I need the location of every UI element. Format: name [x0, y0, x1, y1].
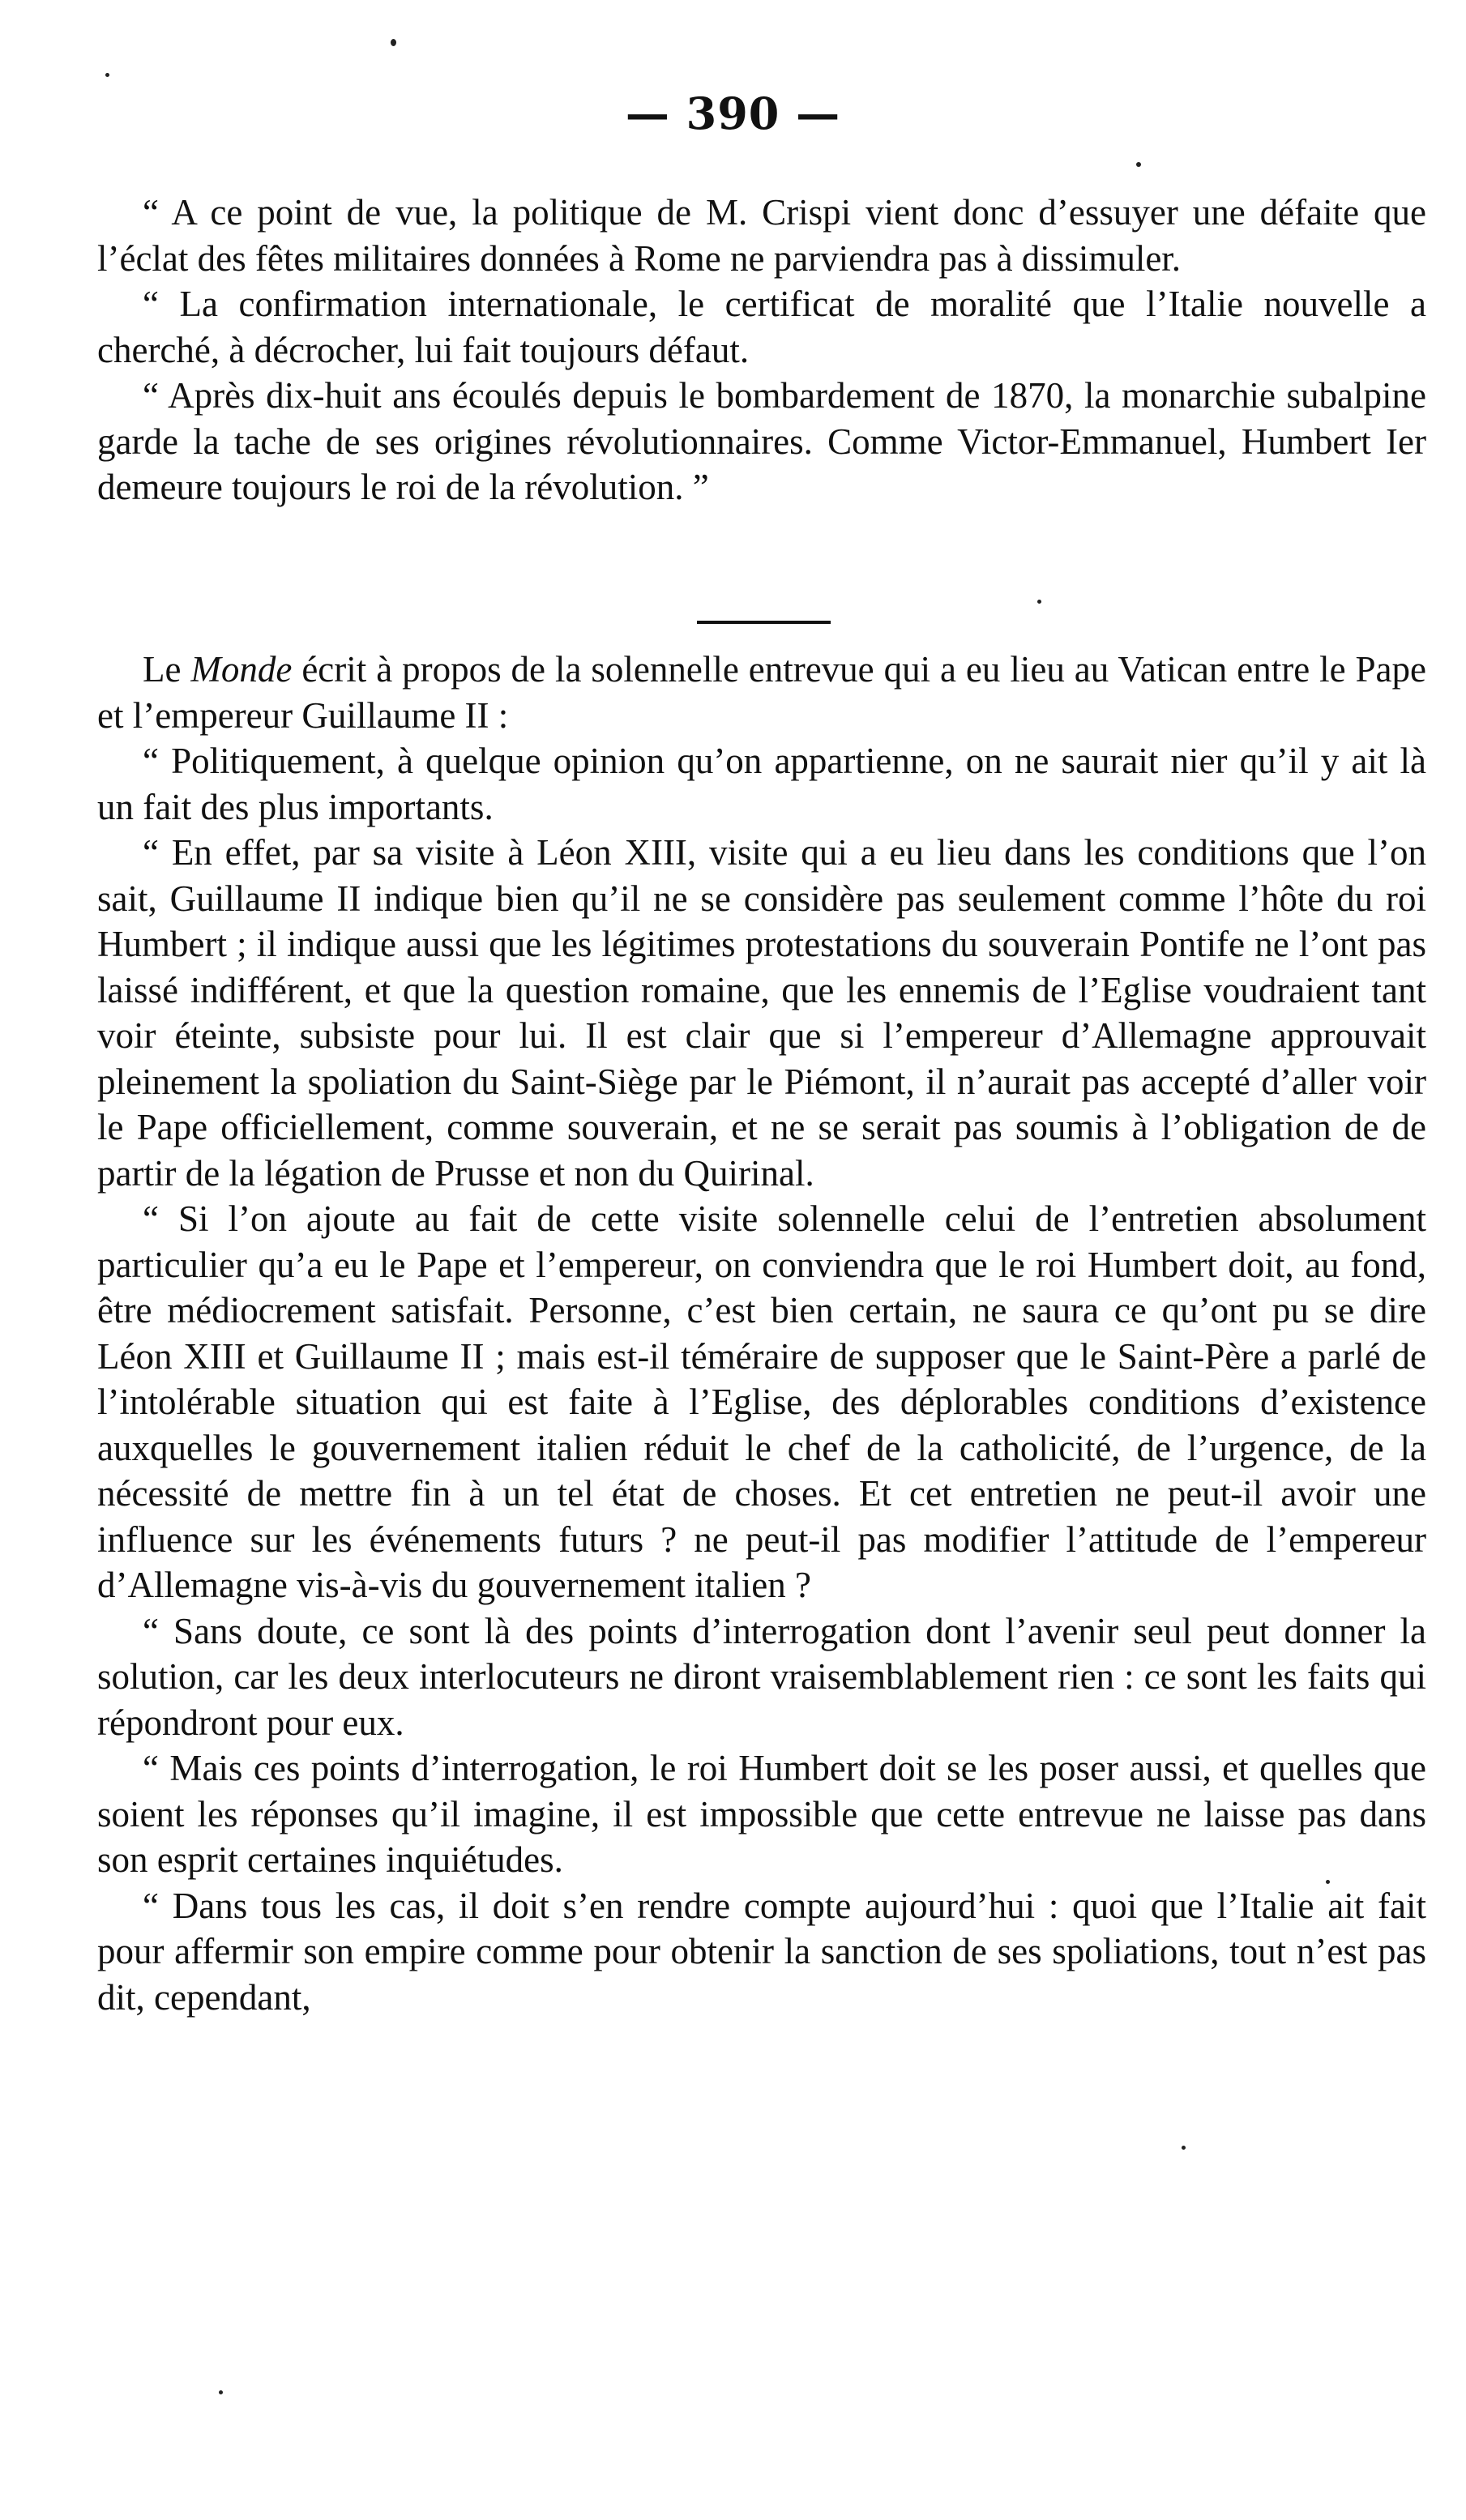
- paragraph: “ La confirmation internationale, le certificat de moralité que l’Italie nouvelle a cherché, à décrocher, lui fait toujours défaut.: [97, 284, 1426, 370]
- paragraph: “ Politiquement, à quelque opinion qu’on appartienne, on ne saurait nier qu’il y ait là un fait des plus importants.: [97, 741, 1426, 827]
- section-separator: [697, 621, 831, 624]
- intro-prefix: Le: [143, 649, 191, 690]
- scan-speck: [1136, 162, 1141, 167]
- newspaper-name: Monde: [190, 649, 293, 690]
- scan-speck: [105, 73, 109, 77]
- paragraph: “ Après dix-huit ans écoulés depuis le bombardement de 1870, la monarchie subalpine garde la tache de ses origines révolutionnaires. Comme Victor-Emmanuel, Humbert Ier demeure toujours le roi de la révolution. ”: [97, 375, 1426, 507]
- scan-speck: [391, 39, 396, 46]
- paragraph: “ Mais ces points d’interrogation, le roi Humbert doit se les poser aussi, et quelles que soient les réponses qu’il imagine, il est impossible que cette entrevue ne laisse pas dans son esprit certaines inquiétudes.: [97, 1748, 1426, 1880]
- scan-speck: [219, 2390, 223, 2394]
- paragraph: “ Sans doute, ce sont là des points d’interrogation dont l’avenir seul peut donner la solution, car les deux interlocuteurs ne diront vraisemblablement rien : ce sont les faits qui répondront pour eux.: [97, 1610, 1426, 1743]
- paragraph: “ En effet, par sa visite à Léon XIII, visite qui a eu lieu dans les conditions que l’on sait, Guillaume II indique bien qu’il ne se considère pas seulement comme l’hôte du roi Humbert ; il indique aussi que les légitimes protestations du souverain Pontife ne l’ont pas laissé indifférent, et que la question romaine, que les ennemis de l’Eglise voudraient tant voir éteinte, subsiste pour lui. Il est clair que si l’empereur d’Allemagne approuvait pleinement la spoliation du Saint-Siège par le Piémont, il n’aurait pas accepté d’aller voir le Pape officiellement, comme souverain, et ne se serait pas soumis à l’obligation de de partir de la légation de Prusse et non du Quirinal.: [97, 832, 1426, 1194]
- page-number: — 390 —: [625, 88, 841, 139]
- intro-suffix: écrit à propos de la solennelle entrevue qui a eu lieu au Vatican entre le Pape et l’empereur Guillaume II :: [97, 649, 1426, 736]
- scan-speck: [1182, 2146, 1186, 2150]
- scan-speck: [1037, 600, 1041, 604]
- monde-article-section: [97, 647, 1426, 2020]
- scan-speck: [1326, 1880, 1330, 1884]
- intro-paragraph: [97, 647, 1426, 738]
- quoted-article-section: [97, 190, 1426, 510]
- paragraph: “ A ce point de vue, la politique de M. Crispi vient donc d’essuyer une défaite que l’éclat des fêtes militaires données à Rome ne parviendra pas à dissimuler.: [97, 192, 1426, 279]
- paragraph: “ Dans tous les cas, il doit s’en rendre compte aujourd’hui : quoi que l’Italie ait fait pour affermir son empire comme pour obtenir la sanction de ses spoliations, tout n’est pas dit, cependant,: [97, 1885, 1426, 2018]
- paragraph: “ Si l’on ajoute au fait de cette visite solennelle celui de l’entretien absolument particulier qu’a eu le Pape et l’empereur, on conviendra que le roi Humbert doit, au fond, être médiocrement satisfait. Personne, c’est bien certain, ne saura ce qu’ont pu se dire Léon XIII et Guillaume II ; mais est-il téméraire de supposer que le Saint-Père a parlé de l’intolérable situation qui est faite à l’Eglise, des déplorables conditions d’existence auxquelles le gouvernement italien réduit le chef de la catholicité, de l’urgence, de la nécessité de mettre fin à un tel état de choses. Et cet entretien ne peut-il avoir une influence sur les événements futurs ? ne peut-il pas modifier l’attitude de l’empereur d’Allemagne vis-à-vis du gouvernement italien ?: [97, 1198, 1426, 1605]
